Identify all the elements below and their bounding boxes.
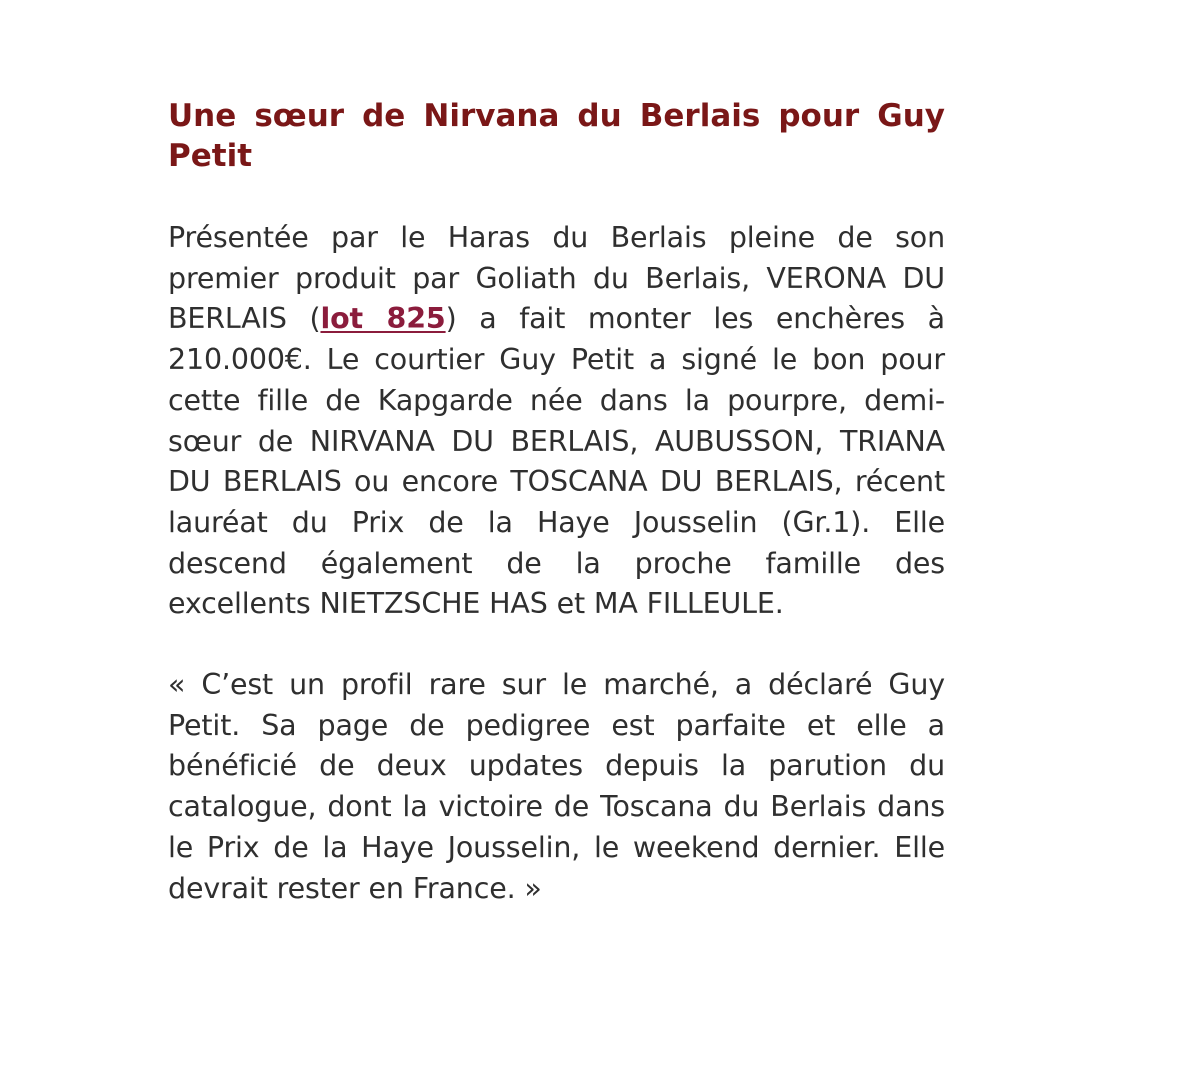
article: [168, 96, 945, 909]
paragraph-1-text-start: Présentée par le Haras du Berlais pleine de son premier produit par Goliath du Berlais, VERONA DU BERLAIS (: [168, 221, 945, 336]
lot-825-link[interactable]: lot 825: [320, 302, 446, 336]
article-paragraph-2: « C’est un profil rare sur le marché, a déclaré Guy Petit. Sa page de pedigree est parfaite et elle a bénéficié de deux updates depuis la parution du catalogue, dont la victoire de Toscana du Berlais dans le Prix de la Haye Jousselin, le weekend dernier. Elle devrait rester en France. »: [168, 668, 945, 905]
article-paragraph-1: [168, 218, 945, 625]
article-title: Une sœur de Nirvana du Berlais pour Guy Petit: [168, 98, 945, 174]
paragraph-1-text-end: ) a fait monter les enchères à 210.000€. Le courtier Guy Petit a signé le bon pour cette fille de Kapgarde née dans la pourpre, demi-sœur de NIRVANA DU BERLAIS, AUBUSSON, TRIANA DU BERLAIS ou encore TOSCANA DU BERLAIS, récent lauréat du Prix de la Haye Jousselin (Gr.1). Elle descend également de la proche famille des excellents NIETZSCHE HAS et MA FILLEULE.: [168, 302, 945, 621]
